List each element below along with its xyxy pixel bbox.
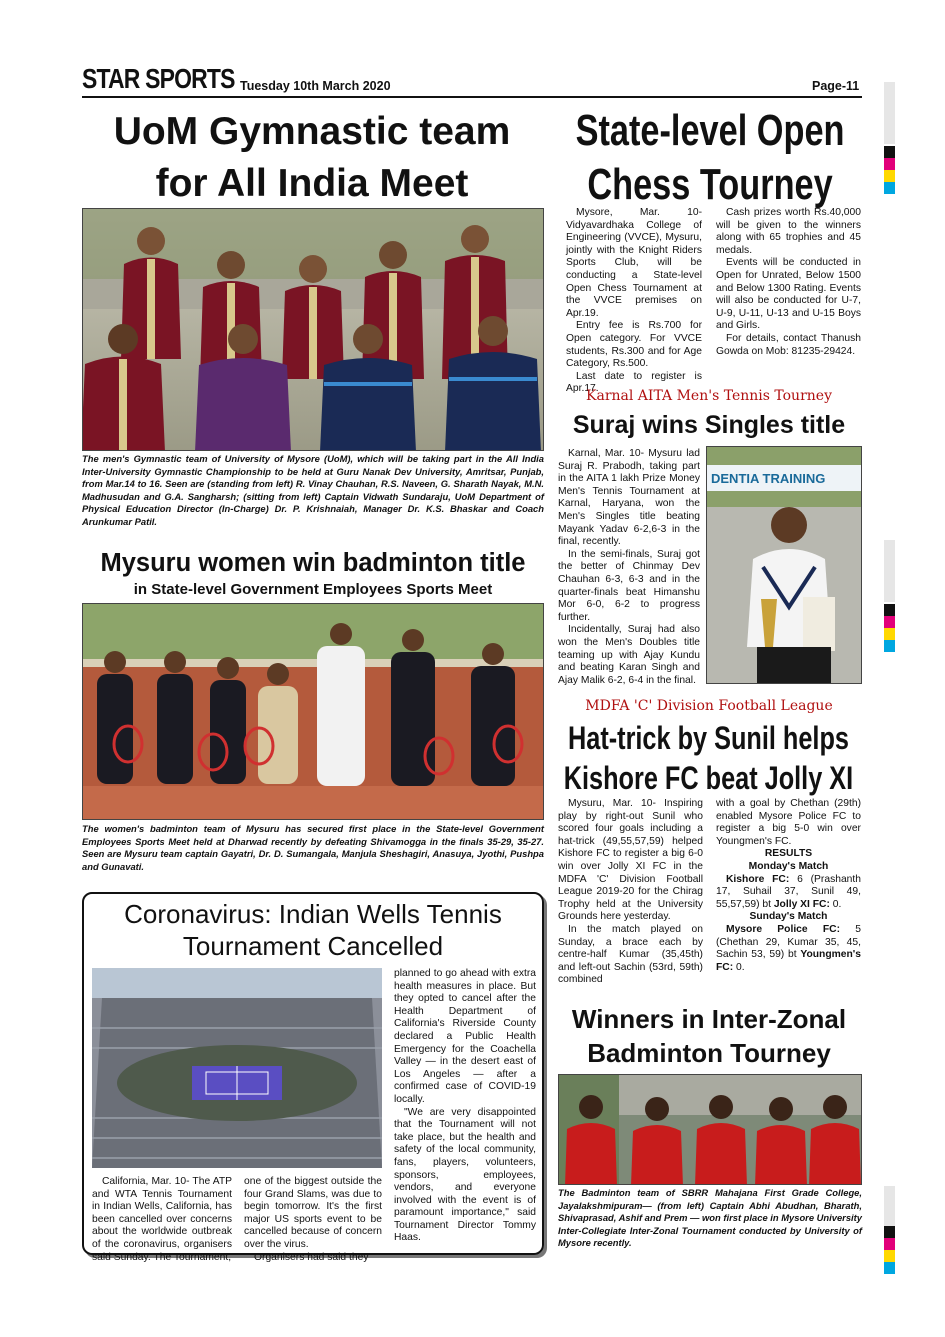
- match2-detail: 5 (Chethan 29, Kumar 35, 45, Sachin 53, 59) bt: [716, 923, 861, 961]
- tennis-headline: Suraj wins Singles title: [572, 411, 846, 439]
- match2-team2: Youngmen's FC:: [716, 949, 861, 973]
- match1-team2: Jolly XI FC:: [773, 898, 830, 910]
- tennis-story: [558, 448, 700, 687]
- chess-col2-p1: Cash prizes worth Rs.40,000 will be given to the winners along with 65 trophies and 45 medals.: [716, 207, 861, 256]
- section-title: STAR SPORTS: [82, 63, 235, 94]
- chess-headline: [556, 104, 864, 212]
- gym-headline: [82, 106, 542, 210]
- chess-col1-p3: Last date to register is Apr.17.: [566, 370, 702, 395]
- match2-title: Sunday's Match: [749, 911, 828, 923]
- gym-team-photo: [82, 208, 544, 451]
- gym-headline-line2: for All India Meet: [155, 162, 469, 205]
- tennis-player-photo: [706, 446, 862, 684]
- corona-col2: [244, 1176, 382, 1264]
- chess-col2-p2: Events will be conducted in Open for Unrated, Below 1500 and Below 1300 Rating. Events will also be conducted for U-7, U-9, U-11, U-13 and U-15 Boys and Girls.: [716, 257, 861, 332]
- football-col2-p1: with a goal by Chethan (29th) enabled Mysore Police FC to register a big 5-0 win over Youngmen's FC.: [716, 798, 861, 847]
- chess-col1: [566, 207, 702, 396]
- corona-col3-p2: "We are very disappointed that the Tournament will not take place, but the health and safety of the local community, fans, players, volunteers, sponsors, employees, vendors, and everyone involved with the event is of paramount importance," said Tournament Director Tommy Haas.: [394, 1106, 536, 1244]
- football-kicker: MDFA 'C' Division Football League: [585, 698, 833, 714]
- tennis-p3: Incidentally, Suraj had also won the Men's Doubles title teaming up with Ajay Kundu and beating Karan Singh and Ajay Malik 6-2, 6-4 in the final.: [558, 624, 700, 686]
- interzonal-team-photo: [558, 1074, 862, 1185]
- football-col1-p1: Mysuru, Mar. 10- Inspiring play by right-out Sunil who scored four goals including a hat-trick (49,55,57,59) helped Kishore FC to register a big 6-0 win over Jolly XI FC in the MDFA 'C' Division Football League 2019-20 for the Chirag Trophy held at the University Grounds here yesterday.: [558, 798, 703, 923]
- interzonal-headline-line1: Winners in Inter-Zonal: [571, 1004, 847, 1034]
- football-headline: [556, 718, 861, 798]
- match1-score2: 0.: [829, 898, 842, 910]
- corona-col2-p2: Organisers had said they: [254, 1251, 369, 1263]
- gym-caption: The men's Gymnastic team of University of Mysore (UoM), which will be taking part in the All India Inter-University Gymnastic Championship to be held at Guru Nanak Dev University, Amritsar, Punjab, from Mar.14 to 16. Seen are (standing from left) R. Vinay Chauhan, R.S. Naveen, G. Sharath Nayak, M.N. Madhusudan and G.A. Sangharsh; (sitting from left) Captain Vidwath Sundaraju, UoM Department of Physical Education Director (In-Charge) Dr. P. Krishnaiah, Manager Dr. K.S. Bhaskar and Coach Arunkumar Patil.: [82, 453, 544, 527]
- match1-title: Monday's Match: [748, 860, 829, 872]
- corona-headline-line2: Tournament Cancelled: [182, 931, 444, 961]
- interzonal-headline: [556, 1002, 862, 1070]
- gym-headline-line1: UoM Gymnastic team: [113, 110, 511, 153]
- corona-col2-p1: one of the biggest outside the four Grand Slams, was due to begin tomorrow. It's the first major US sports event to be cancelled because of concern over the virus.: [244, 1176, 382, 1250]
- results-title: RESULTS: [764, 848, 813, 860]
- match2-result: [716, 924, 861, 974]
- chess-col2: [716, 207, 861, 358]
- chess-col1-p1: Mysore, Mar. 10- Vidyavardhaka College of Engineering (VVCE), Mysuru, jointly with the Knight Riders Sports Club, will be conducting a State-level Open Chess Tournament at the VVCE premises on Apr.19.: [566, 207, 702, 319]
- football-col1-p2: In the match played on Sunday, a brace each by centre-half Kumar (35,45th) and left-out Sachin (53rd, 59th) combined: [558, 923, 703, 986]
- interzonal-headline-line2: Badminton Tourney: [587, 1038, 831, 1068]
- corona-col1: California, Mar. 10- The ATP and WTA Tennis Tournament in Indian Wells, California, has been cancelled over concerns about the worldwide outbreak of the coronavirus, organisers said Sunday. The Tournament,: [92, 1176, 232, 1263]
- chess-col2-p3: For details, contact Thanush Gowda on Mob: 81235-29424.: [716, 332, 861, 357]
- banner-text: DENTIA TRAINING: [711, 471, 826, 486]
- football-headline-line1: Hat-trick by Sunil helps: [567, 720, 849, 756]
- tennis-p1: Karnal, Mar. 10- Mysuru lad Suraj R. Prabodh, taking part in the AITA 1 lakh Prize Money Men's Tennis Tournament at Karnal, Haryana, won the Men's Singles title beating Mayank Yadav 6-2,6-3 in the final, recently.: [558, 448, 700, 548]
- interzonal-caption: The Badminton team of SBRR Mahajana First Grade College, Jayalakshmipuram— (from left) Captain Abhi Abudhan, Bharath, Shivaprasad, Ashif and Prem — won first place in Mysore University Inter-Collegiate Inter-Zonal Tournament conducted by University of Mysore recently.: [558, 1187, 862, 1249]
- corona-col3: [394, 968, 536, 1245]
- tennis-kicker: Karnal AITA Men's Tennis Tourney: [586, 388, 832, 404]
- masthead-rule: [82, 96, 862, 98]
- women-badminton-headline: Mysuru women win badminton title: [100, 549, 526, 577]
- corona-headline-line1: Coronavirus: Indian Wells Tennis: [124, 899, 502, 929]
- football-headline-line2: Kishore FC beat Jolly XI: [563, 760, 854, 796]
- match2-team1: Mysore Police FC:: [726, 923, 841, 935]
- football-col1: [558, 798, 703, 987]
- match1-result: [716, 874, 861, 912]
- page-number: Page-11: [812, 79, 860, 93]
- women-badminton-caption: The women's badminton team of Mysuru has secured first place in the State-level Government Employees Sports Meet held at Dharwad recently by defeating Shivamogga in the finals 35-29, 35-27. Seen are Mysuru team captain Gayatri, Dr. D. Sumangala, Manjula Sheshagiri, Anasuya, Jyothi, Pushpa and Gunavati.: [82, 823, 544, 872]
- tennis-p2: In the semi-finals, Suraj got the better of Chinmay Dev Chauhan 6-3, 6-3 and in the quarter-finals beat Himanshu Mor 6-0, 6-2 to progress further.: [558, 548, 700, 623]
- chess-headline-line1: State-level Open: [575, 106, 845, 155]
- issue-date: Tuesday 10th March 2020: [240, 79, 391, 93]
- chess-col1-p2: Entry fee is Rs.700 for Open category. For VVCE students, Rs.300 and for Age Category, Rs.500.: [566, 320, 702, 370]
- women-badminton-photo: [82, 603, 544, 820]
- stadium-photo: [92, 968, 382, 1168]
- chess-headline-line2: Chess Tourney: [587, 160, 833, 209]
- match1-detail: 6 (Prashanth 17, Suhail 37, Sunil 49, 55,57,59) bt: [716, 873, 861, 910]
- match2-score2: 0.: [733, 961, 745, 973]
- corona-col3-p1: planned to go ahead with extra health measures in place. But they opted to cancel after the Health Department of California's Riverside County declared a Public Health Emergency for the Coachella Valley — in the desert east of Los Angeles — after a confirmed case of COVID-19 locally.: [394, 968, 536, 1105]
- corona-box: [82, 892, 544, 1263]
- women-badminton-subhead: in State-level Government Employees Sports Meet: [133, 581, 493, 598]
- football-col2: [716, 798, 861, 974]
- corona-headline: [84, 898, 542, 962]
- match1-team1: Kishore FC:: [726, 873, 790, 885]
